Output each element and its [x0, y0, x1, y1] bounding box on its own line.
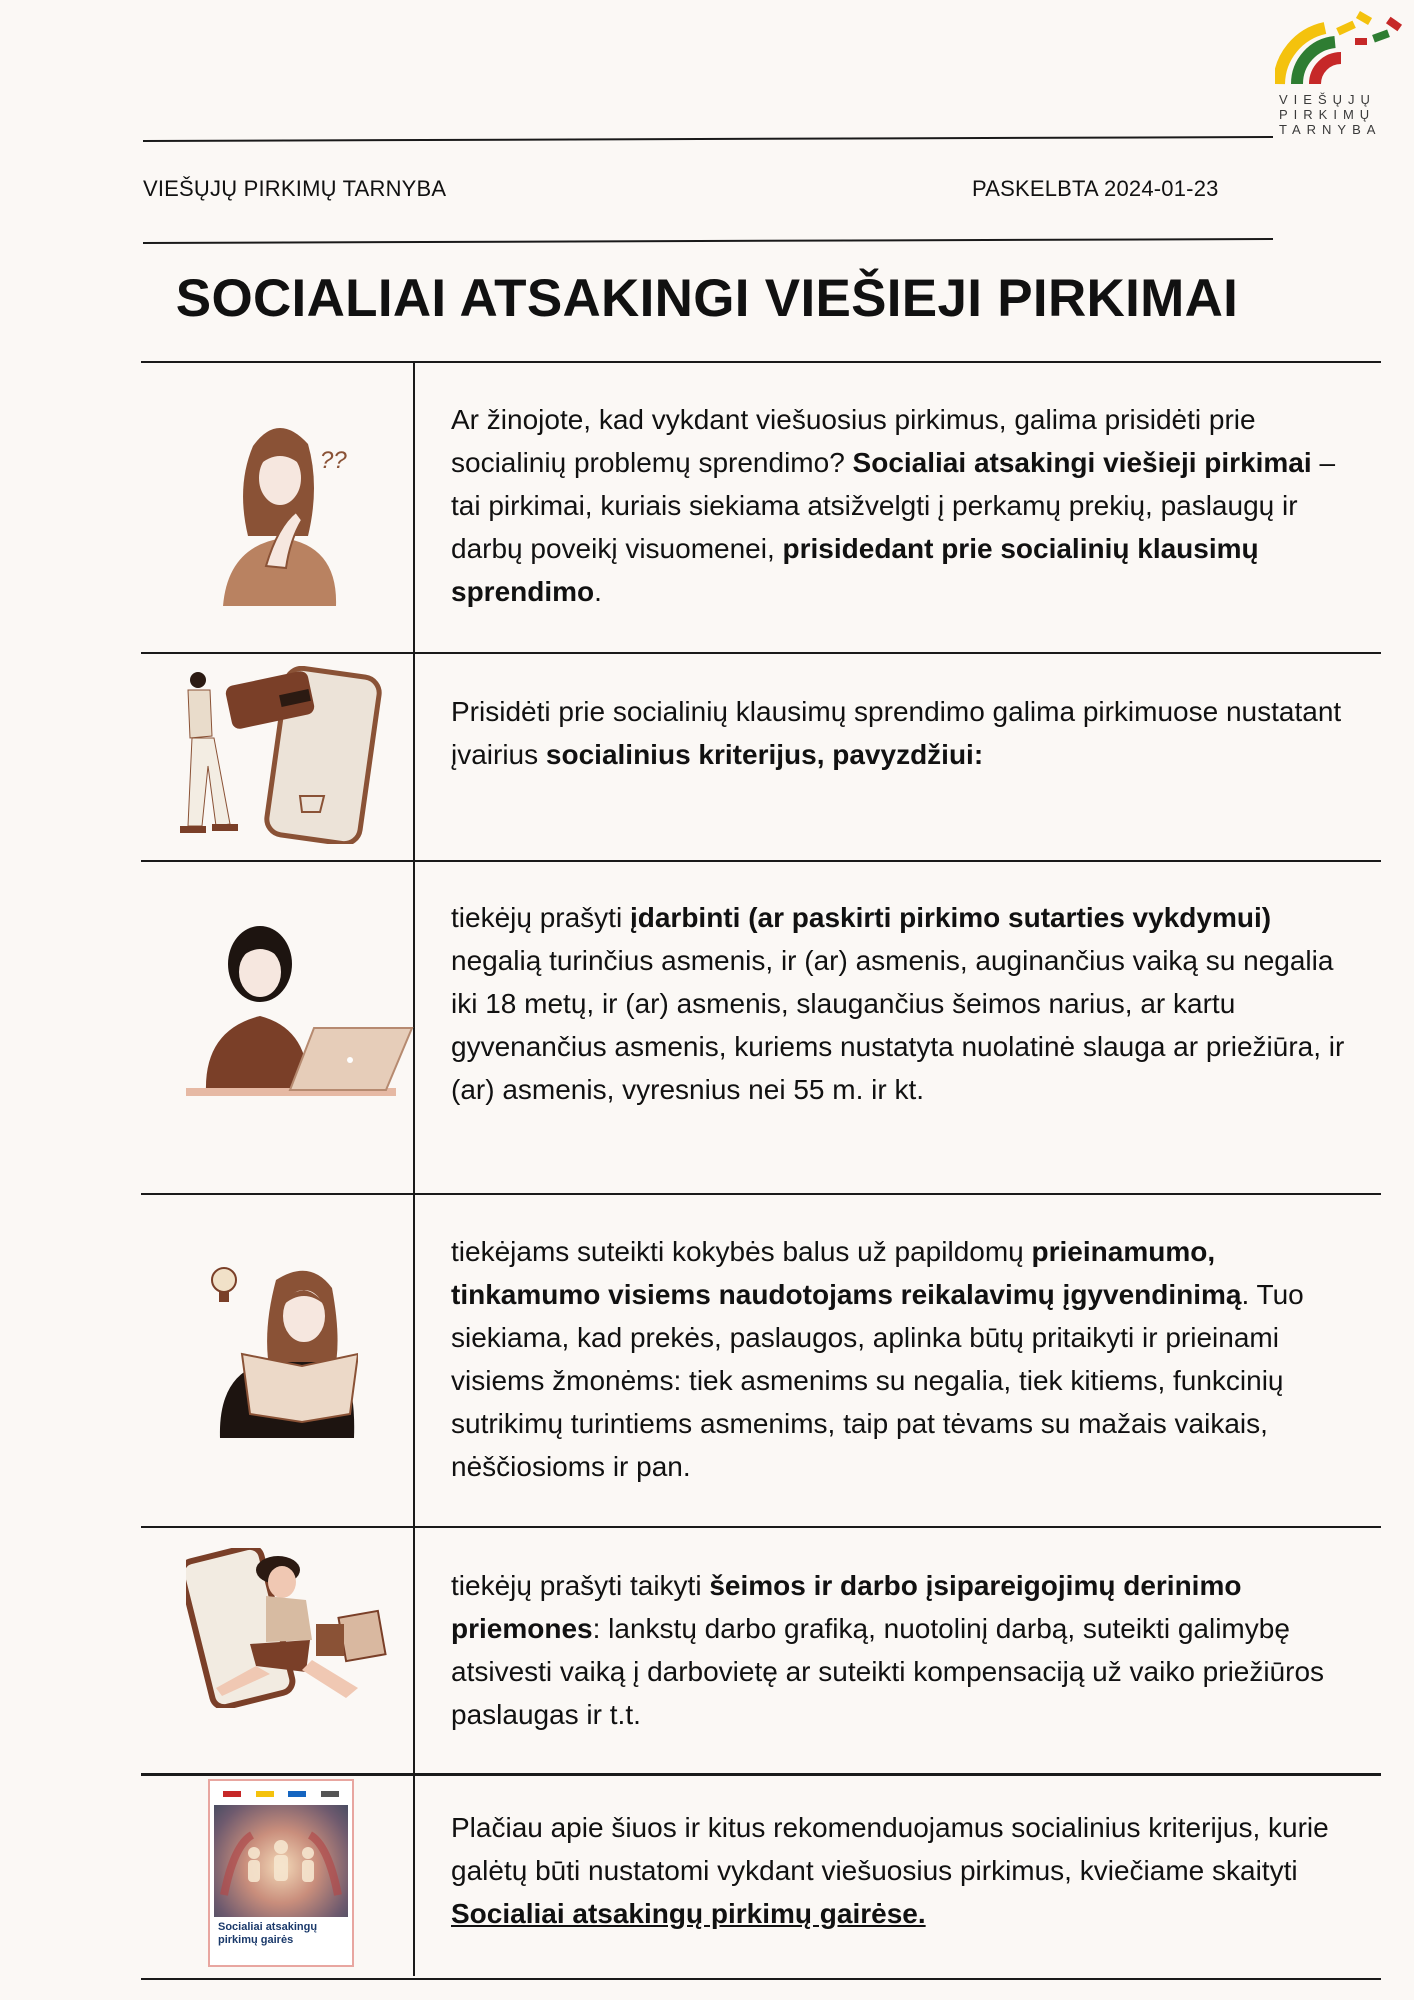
text-segment: tiekėjų prašyti taikyti: [451, 1570, 710, 1601]
table-divider: [413, 362, 415, 1976]
text-segment: .: [594, 576, 602, 607]
text-segment: negalią turinčius asmenis, ir (ar) asmenis, auginančius vaiką su negalia iki 18 metų, ir (ar) asmenis, slaugančius šeimos narius, ar kartu gyvenančius asmenis, kuriems nustatyta nuolatinė slauga ar priežiūra, ir (ar) asmenis, vyresnius nei 55 m. ir kt.: [451, 945, 1345, 1105]
text-segment: tiekėjams suteikti kokybės balus už papildomų: [451, 1236, 1032, 1267]
bold-phrase: Socialiai atsakingi viešieji pirkimai: [852, 447, 1312, 478]
guidelines-link[interactable]: Socialiai atsakingų pirkimų gairėse.: [451, 1898, 926, 1929]
cover-logos: [216, 1787, 346, 1801]
bold-phrase: prieinamumo, tinkamumo visiems naudotojams reikalavimų įgyvendinimą: [451, 1236, 1242, 1310]
text-segment: . Tuo siekiama, kad prekės, paslaugos, aplinka būtų pritaikyti ir prieinami visiems žmonėms: tiek asmenims su negalia, tiek kitiems, funkcinių sutrikimų turintiems asmenims, taip pat tėvams su mažais vaikais, nėščiosioms ir pan.: [451, 1279, 1304, 1482]
header-bottom-rule: [143, 238, 1273, 244]
row-text: [451, 398, 1351, 613]
header-published-date: PASKELBTA 2024-01-23: [972, 176, 1219, 201]
header-organization: VIEŠŲJŲ PIRKIMŲ TARNYBA: [143, 176, 447, 201]
text-segment: Plačiau apie šiuos ir kitus rekomenduojamus socialinius kriterijus, kurie galėtų būti nustatomi vykdant viešuosius pirkimus, kviečiame skaityti: [451, 1812, 1329, 1886]
woman-running-phone-illustration: [186, 1548, 412, 1708]
text-segment: Prisidėti prie socialinių klausimų sprendimo galima pirkimuose nustatant įvairius: [451, 696, 1342, 770]
logo-text-line3: TARNYBA: [1279, 122, 1382, 137]
row-text: [451, 1806, 1351, 1935]
bold-phrase: socialinius kriterijus, pavyzdžiui:: [545, 739, 984, 770]
row-text: [451, 1564, 1351, 1736]
bold-phrase: prisidedant prie socialinių klausimų sprendimo: [451, 533, 1259, 607]
page-title: SOCIALIAI ATSAKINGI VIEŠIEJI PIRKIMAI: [175, 269, 1239, 328]
cover-title: Socialiai atsakingų pirkimų gairės: [218, 1921, 318, 1946]
table-rule: [141, 1193, 1381, 1195]
text-segment: Ar žinojote, kad vykdant viešuosius pirkimus, galima prisidėti prie socialinių problemų sprendimo?: [451, 404, 1256, 478]
header-top-rule: [143, 136, 1273, 142]
lightbulb-icon: [212, 1268, 236, 1302]
cover-image: [214, 1805, 348, 1917]
bold-phrase: šeimos ir darbo įsipareigojimų derinimo priemones: [451, 1570, 1242, 1644]
table-rule: [141, 652, 1381, 654]
logo: [1275, 6, 1405, 138]
table-rule: [141, 361, 1381, 363]
online-shopping-illustration: [180, 666, 390, 844]
row-text: [451, 1230, 1351, 1488]
logo-text-line2: PIRKIMŲ: [1279, 107, 1376, 122]
text-segment: tiekėjų prašyti: [451, 902, 630, 933]
row-text: [451, 896, 1351, 1111]
woman-reading-lightbulb-illustration: [208, 1262, 358, 1442]
table-rule: [141, 1526, 1381, 1528]
table-rule: [141, 860, 1381, 862]
text-segment: : lankstų darbo grafiką, nuotolinį darbą, suteikti galimybę atsivesti vaiką į darbovietę ar suteikti kompensaciją už vaiko priežiūros paslaugas ir t.t.: [451, 1613, 1325, 1730]
thinking-woman-illustration: [208, 416, 358, 606]
woman-laptop-illustration: [186, 920, 416, 1100]
guidelines-cover-thumbnail[interactable]: [208, 1779, 354, 1967]
bold-phrase: įdarbinti (ar paskirti pirkimo sutarties vykdymui): [629, 902, 1272, 933]
text-segment: – tai pirkimai, kuriais siekiama atsižvelgti į perkamų prekių, paslaugų ir darbų poveikį visuomenei,: [451, 447, 1336, 564]
row-text: [451, 690, 1351, 776]
logo-mark-icon: [1275, 6, 1403, 88]
logo-text-line1: VIEŠŲJŲ: [1279, 92, 1376, 107]
question-marks: ??: [320, 447, 347, 474]
table-rule: [141, 1773, 1381, 1776]
table-rule: [141, 1978, 1381, 1980]
